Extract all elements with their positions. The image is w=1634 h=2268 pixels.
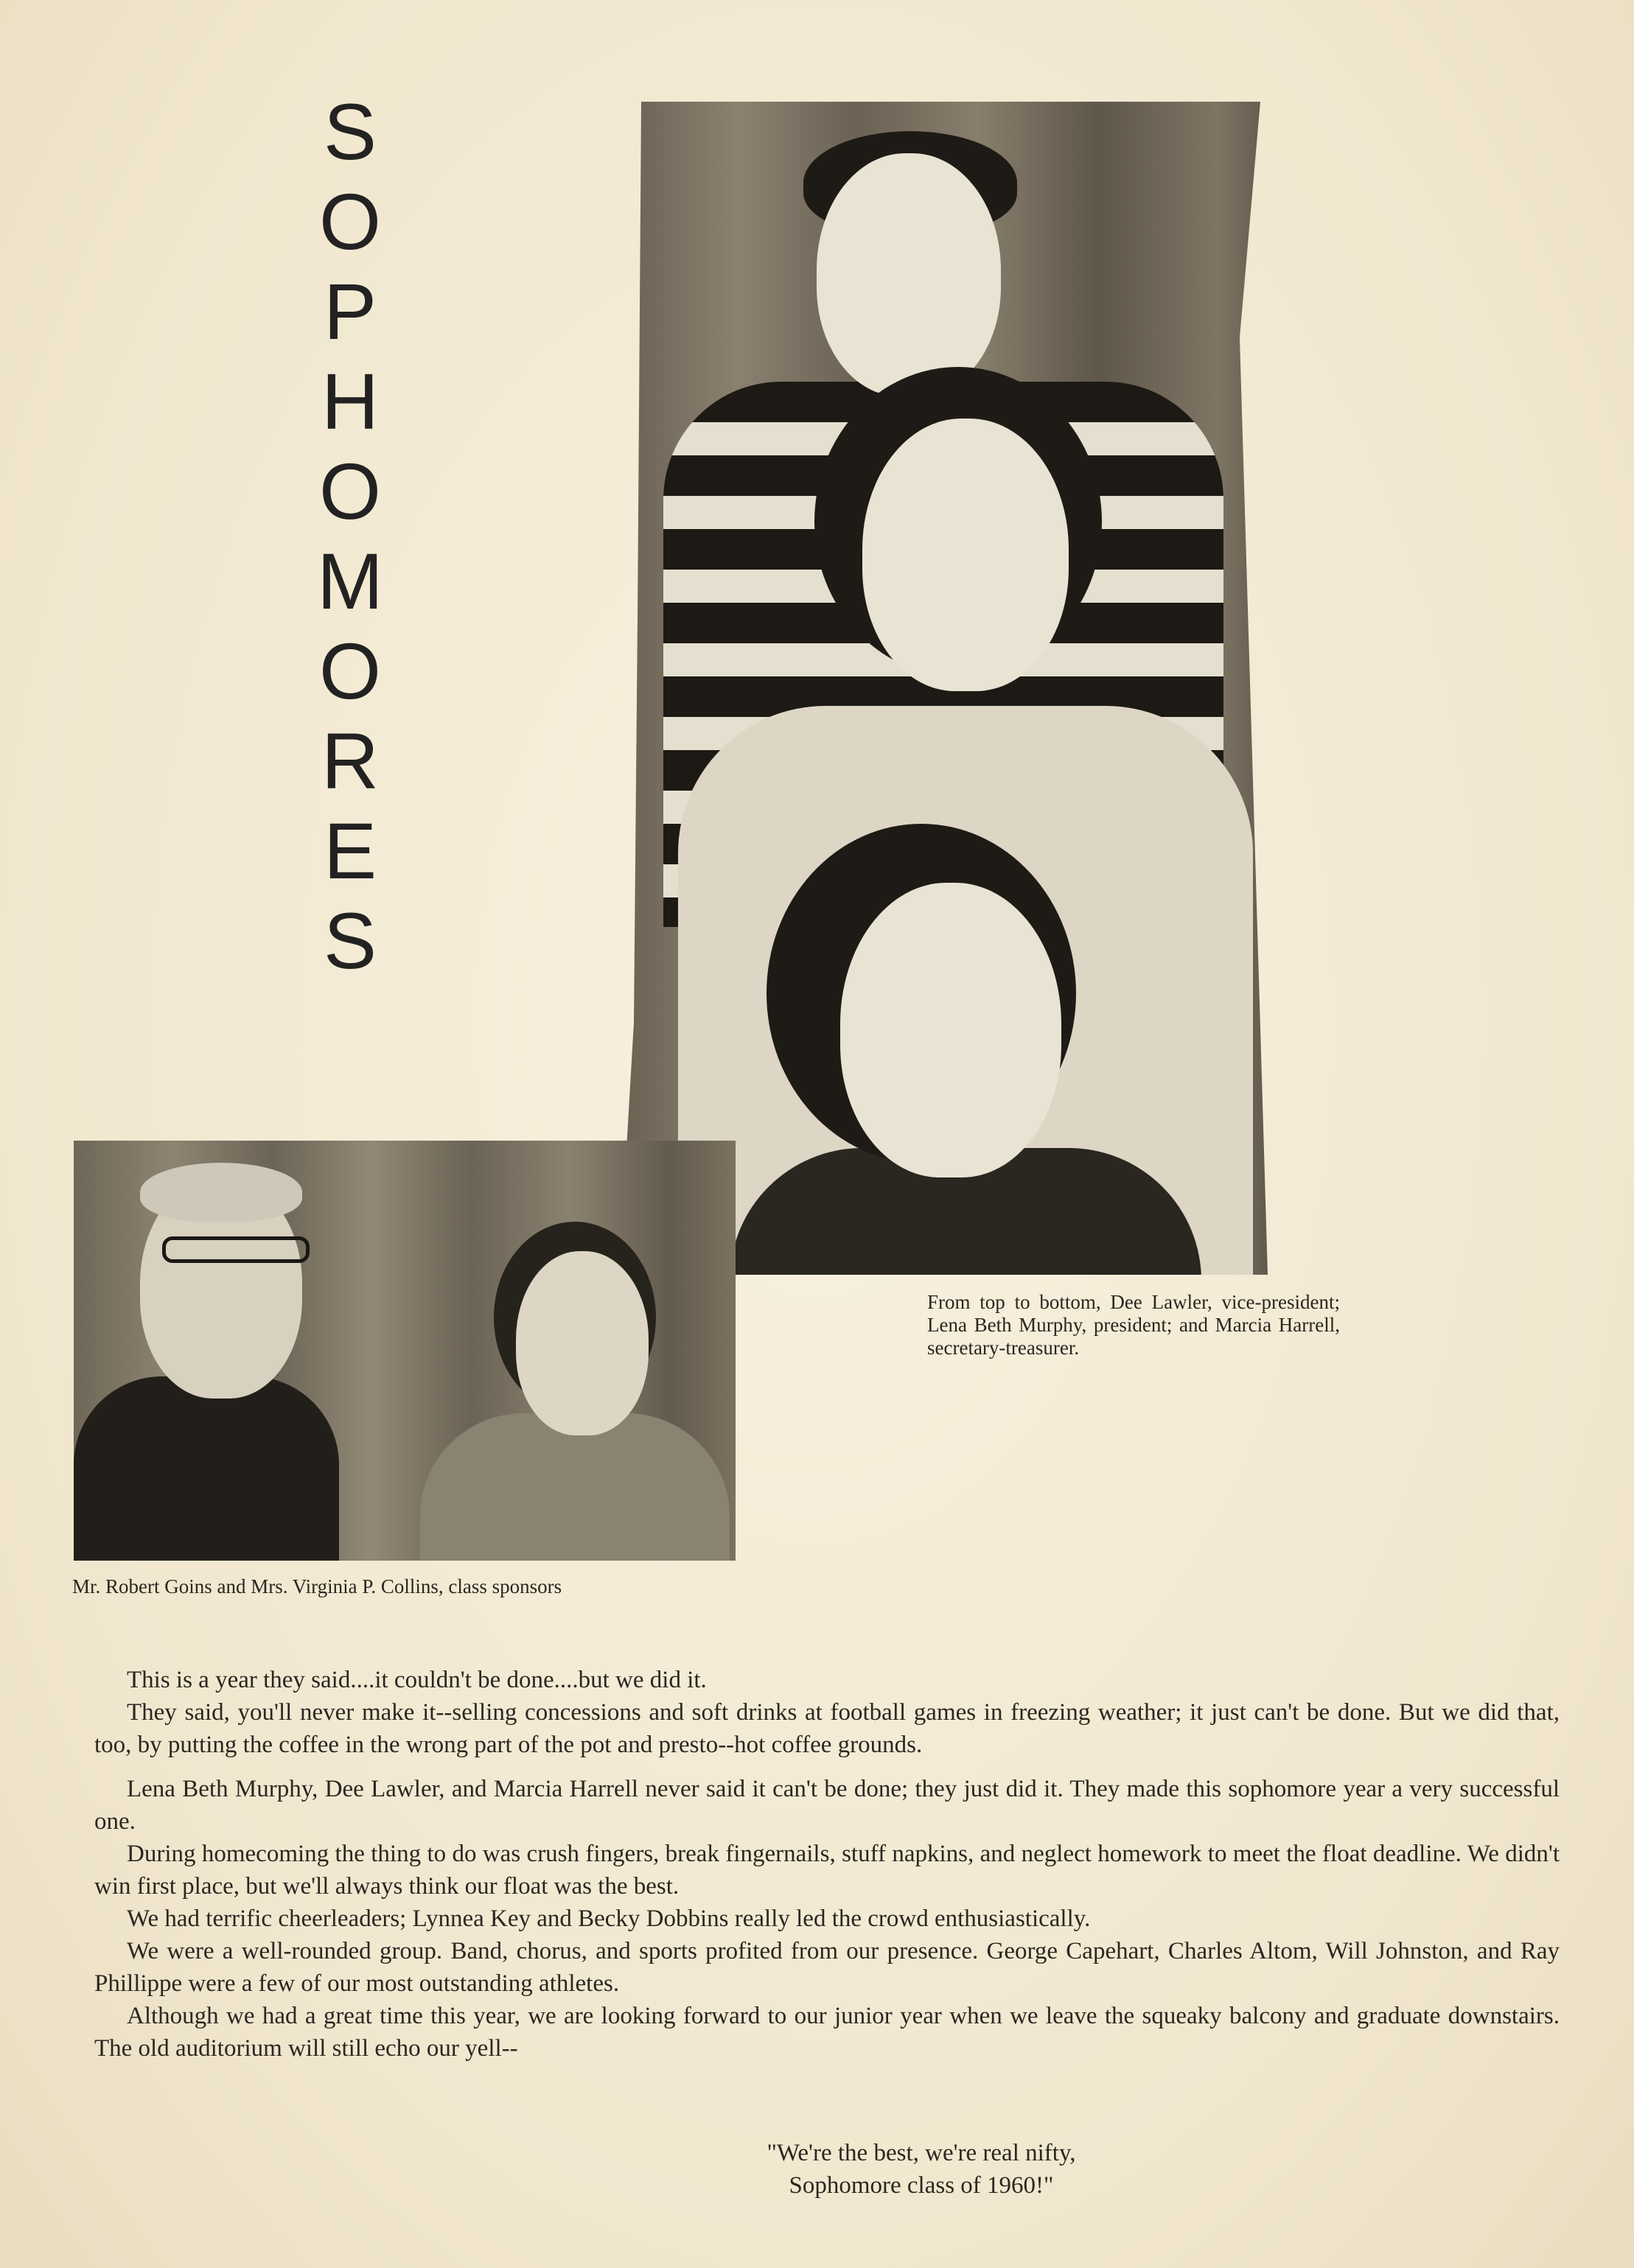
quote-line: Sophomore class of 1960!"	[789, 2172, 1054, 2199]
article-body	[94, 1664, 1560, 2065]
paragraph: Although we had a great time this year, we are looking forward to our junior year when we leave the squeaky balcony and graduate downstairs. The old auditorium will still echo our yell--	[94, 2003, 1560, 2062]
quote-line: "We're the best, we're real nifty,	[767, 2140, 1076, 2166]
paragraph: During homecoming the thing to do was crush fingers, break fingernails, stuff napkins, and neglect homework to meet the float deadline. We didn't win first place, but we'll always think our float was the best.	[94, 1841, 1560, 1900]
page-title: SOPHOMORES	[317, 87, 383, 985]
sponsors-caption: Mr. Robert Goins and Mrs. Virginia P. Collins, class sponsors	[72, 1575, 562, 1597]
officers-photo	[619, 102, 1282, 1275]
paragraph: We were a well-rounded group. Band, chorus, and sports profited from our presence. George Capehart, Charles Altom, Will Johnston, and Ray Phillippe were a few of our most outstanding athletes.	[94, 1938, 1560, 1997]
paragraph: They said, you'll never make it--selling concessions and soft drinks at football games in freezing weather; it just can't be done. But we did that, too, by putting the coffee in the wrong part of the pot and presto--hot coffee grounds.	[94, 1699, 1560, 1758]
paragraph: This is a year they said....it couldn't be done....but we did it.	[127, 1667, 707, 1693]
sponsors-photo	[74, 1141, 736, 1561]
paragraph: We had terrific cheerleaders; Lynnea Key and Becky Dobbins really led the crowd enthusiastically.	[127, 1905, 1091, 1932]
officers-caption: From top to bottom, Dee Lawler, vice-president; Lena Beth Murphy, president; and Marcia Harrell, secretary-treasurer.	[927, 1291, 1340, 1359]
paragraph: Lena Beth Murphy, Dee Lawler, and Marcia Harrell never said it can't be done; they just did it. They made this sophomore year a very successful one.	[94, 1776, 1560, 1835]
class-yell-quote	[516, 2137, 1327, 2202]
